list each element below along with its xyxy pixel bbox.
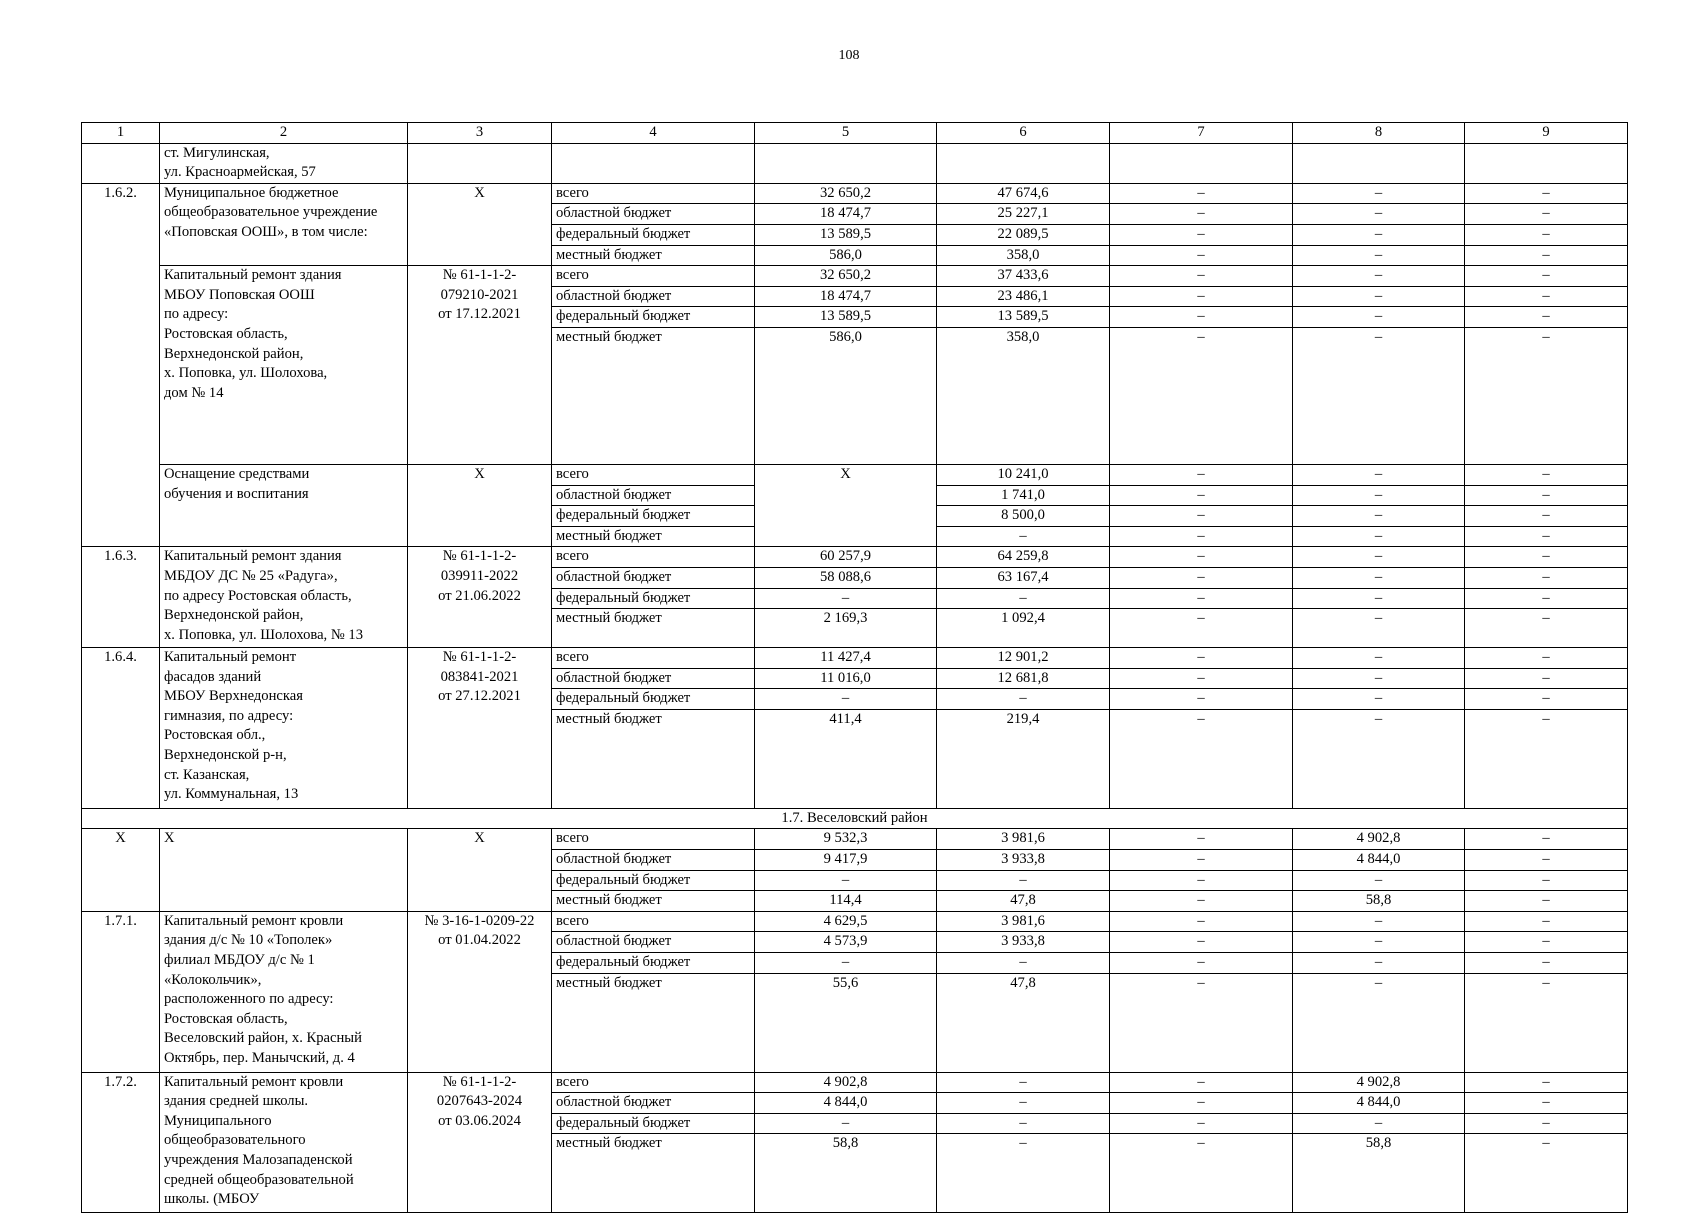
value-cell: – bbox=[1110, 526, 1293, 547]
value-cell: – bbox=[1110, 567, 1293, 588]
value-cell: – bbox=[1293, 588, 1465, 609]
value-cell: – bbox=[1293, 286, 1465, 307]
value-cell: – bbox=[937, 526, 1110, 547]
value-cell: – bbox=[1465, 224, 1628, 245]
object-name: Х bbox=[160, 829, 408, 911]
value-cell: 32 650,2 bbox=[755, 266, 937, 287]
value-cell: 64 259,8 bbox=[937, 547, 1110, 568]
value-cell: – bbox=[937, 1072, 1110, 1093]
fund-label: всего bbox=[552, 266, 755, 287]
value-cell: – bbox=[1465, 1113, 1628, 1134]
fund-label: всего bbox=[552, 547, 755, 568]
fund-label: федеральный бюджет bbox=[552, 870, 755, 891]
object-name: Муниципальное бюджетное общеобразовательное учреждение «Поповская ООШ», в том числе: bbox=[160, 183, 408, 265]
column-header: 5 bbox=[755, 123, 937, 144]
value-cell: 13 589,5 bbox=[755, 307, 937, 328]
table-row bbox=[82, 464, 1628, 485]
value-cell: – bbox=[1465, 506, 1628, 527]
value-cell: 23 486,1 bbox=[937, 286, 1110, 307]
value-cell: – bbox=[1465, 1072, 1628, 1093]
value-cell: 9 417,9 bbox=[755, 850, 937, 871]
value-cell: – bbox=[1465, 891, 1628, 912]
item-number: Х bbox=[82, 829, 160, 911]
value-cell: 37 433,6 bbox=[937, 266, 1110, 287]
table-row bbox=[82, 183, 1628, 204]
value-cell: – bbox=[1110, 547, 1293, 568]
value-cell: 58,8 bbox=[755, 1134, 937, 1213]
value-cell: – bbox=[1293, 506, 1465, 527]
fund-label: федеральный бюджет bbox=[552, 953, 755, 974]
value-cell: – bbox=[1465, 286, 1628, 307]
value-cell: – bbox=[1465, 870, 1628, 891]
value-cell: 18 474,7 bbox=[755, 204, 937, 225]
value-cell: – bbox=[1293, 973, 1465, 1072]
value-cell: – bbox=[755, 689, 937, 710]
value-cell: – bbox=[1110, 1093, 1293, 1114]
value-cell: 63 167,4 bbox=[937, 567, 1110, 588]
object-name: ст. Мигулинская, ул. Красноармейская, 57 bbox=[160, 143, 408, 183]
value-cell: – bbox=[1293, 204, 1465, 225]
value-cell: 3 933,8 bbox=[937, 850, 1110, 871]
fund-label: федеральный бюджет bbox=[552, 689, 755, 710]
value-cell: 3 981,6 bbox=[937, 829, 1110, 850]
value-cell: – bbox=[1465, 1134, 1628, 1213]
value-cell: – bbox=[1110, 932, 1293, 953]
table-cell bbox=[1293, 143, 1465, 183]
value-cell: 358,0 bbox=[937, 245, 1110, 266]
column-header: 1 bbox=[82, 123, 160, 144]
value-cell: 12 681,8 bbox=[937, 668, 1110, 689]
value-cell: – bbox=[1110, 183, 1293, 204]
fund-label: всего bbox=[552, 829, 755, 850]
table-row bbox=[82, 143, 1628, 183]
document-ref: № 61-1-1-2- 083841-2021 от 27.12.2021 bbox=[408, 648, 552, 809]
value-cell: 47,8 bbox=[937, 891, 1110, 912]
value-cell: – bbox=[1465, 183, 1628, 204]
value-cell: – bbox=[1110, 464, 1293, 485]
value-cell: – bbox=[937, 689, 1110, 710]
value-cell: – bbox=[1293, 526, 1465, 547]
value-cell: – bbox=[1293, 464, 1465, 485]
value-cell: 47,8 bbox=[937, 973, 1110, 1072]
value-cell: – bbox=[1110, 870, 1293, 891]
value-cell: – bbox=[1110, 245, 1293, 266]
fund-label: областной бюджет bbox=[552, 1093, 755, 1114]
fund-label: местный бюджет bbox=[552, 709, 755, 808]
table-row bbox=[82, 829, 1628, 850]
document-ref: Х bbox=[408, 829, 552, 911]
value-cell: – bbox=[1465, 526, 1628, 547]
value-cell: 219,4 bbox=[937, 709, 1110, 808]
value-cell: 3 981,6 bbox=[937, 911, 1110, 932]
value-cell: – bbox=[1465, 547, 1628, 568]
fund-label: местный бюджет bbox=[552, 973, 755, 1072]
value-cell: – bbox=[1465, 567, 1628, 588]
fund-label: местный бюджет bbox=[552, 526, 755, 547]
table-cell bbox=[552, 143, 755, 183]
fund-label: областной бюджет bbox=[552, 204, 755, 225]
value-cell: – bbox=[1293, 668, 1465, 689]
value-cell: – bbox=[1293, 567, 1465, 588]
value-cell: – bbox=[1110, 1134, 1293, 1213]
value-cell: – bbox=[755, 870, 937, 891]
object-name: Капитальный ремонт фасадов зданий МБОУ Верхнедонская гимназия, по адресу: Ростовская обл., Верхнедонской р-н, ст. Казанская, ул. Коммунальная, 13 bbox=[160, 648, 408, 809]
fund-label: областной бюджет bbox=[552, 668, 755, 689]
column-header: 2 bbox=[160, 123, 408, 144]
table-row bbox=[82, 648, 1628, 669]
table-row bbox=[82, 911, 1628, 932]
value-cell: 11 427,4 bbox=[755, 648, 937, 669]
value-cell: 13 589,5 bbox=[937, 307, 1110, 328]
table-row bbox=[82, 547, 1628, 568]
value-cell: – bbox=[1293, 709, 1465, 808]
value-cell: 114,4 bbox=[755, 891, 937, 912]
value-cell: – bbox=[1465, 709, 1628, 808]
value-cell: 586,0 bbox=[755, 327, 937, 464]
table-cell bbox=[937, 143, 1110, 183]
value-cell: 25 227,1 bbox=[937, 204, 1110, 225]
fund-label: федеральный бюджет bbox=[552, 224, 755, 245]
value-cell: – bbox=[1110, 588, 1293, 609]
table-cell bbox=[1465, 143, 1628, 183]
value-cell: – bbox=[1465, 307, 1628, 328]
section-title: 1.7. Веселовский район bbox=[82, 808, 1628, 829]
value-cell: 13 589,5 bbox=[755, 224, 937, 245]
value-cell: – bbox=[1293, 224, 1465, 245]
value-cell: – bbox=[1465, 245, 1628, 266]
value-cell: – bbox=[937, 870, 1110, 891]
value-cell: – bbox=[1293, 307, 1465, 328]
value-cell: – bbox=[1465, 829, 1628, 850]
value-cell: – bbox=[1110, 506, 1293, 527]
value-cell: 1 092,4 bbox=[937, 609, 1110, 648]
value-cell: 4 629,5 bbox=[755, 911, 937, 932]
document-ref: № 61-1-1-2- 0207643-2024 от 03.06.2024 bbox=[408, 1072, 552, 1213]
value-cell: – bbox=[1110, 709, 1293, 808]
value-cell: – bbox=[1293, 689, 1465, 710]
value-cell: – bbox=[1110, 327, 1293, 464]
value-cell: 58,8 bbox=[1293, 1134, 1465, 1213]
value-cell: 10 241,0 bbox=[937, 464, 1110, 485]
document-ref: № 3-16-1-0209-22 от 01.04.2022 bbox=[408, 911, 552, 1072]
document-ref: № 61-1-1-2- 039911-2022 от 21.06.2022 bbox=[408, 547, 552, 648]
value-cell: – bbox=[1293, 327, 1465, 464]
value-cell: – bbox=[1293, 547, 1465, 568]
item-number: 1.7.1. bbox=[82, 911, 160, 1072]
value-cell: 411,4 bbox=[755, 709, 937, 808]
fund-label: областной бюджет bbox=[552, 850, 755, 871]
table-header-row bbox=[82, 123, 1628, 144]
value-cell: – bbox=[1110, 648, 1293, 669]
section-row bbox=[82, 808, 1628, 829]
value-cell: – bbox=[1465, 911, 1628, 932]
value-cell: 8 500,0 bbox=[937, 506, 1110, 527]
fund-label: всего bbox=[552, 648, 755, 669]
value-cell: – bbox=[1465, 850, 1628, 871]
value-cell: – bbox=[1110, 973, 1293, 1072]
value-cell: 2 169,3 bbox=[755, 609, 937, 648]
value-cell: 4 573,9 bbox=[755, 932, 937, 953]
value-cell: – bbox=[1110, 266, 1293, 287]
value-cell: – bbox=[1110, 668, 1293, 689]
value-cell: – bbox=[1465, 266, 1628, 287]
value-cell: – bbox=[1110, 953, 1293, 974]
value-cell: 47 674,6 bbox=[937, 183, 1110, 204]
value-cell: Х bbox=[755, 464, 937, 546]
value-cell: – bbox=[755, 588, 937, 609]
value-cell: – bbox=[937, 953, 1110, 974]
value-cell: – bbox=[937, 588, 1110, 609]
fund-label: областной бюджет bbox=[552, 286, 755, 307]
column-header: 7 bbox=[1110, 123, 1293, 144]
fund-label: всего bbox=[552, 464, 755, 485]
page-number: 108 bbox=[838, 48, 860, 63]
value-cell: – bbox=[1465, 327, 1628, 464]
fund-label: местный бюджет bbox=[552, 327, 755, 464]
value-cell: – bbox=[1293, 485, 1465, 506]
item-number: 1.6.3. bbox=[82, 547, 160, 648]
value-cell: – bbox=[1465, 1093, 1628, 1114]
value-cell: – bbox=[1293, 870, 1465, 891]
value-cell: 1 741,0 bbox=[937, 485, 1110, 506]
value-cell: – bbox=[1465, 973, 1628, 1072]
value-cell: – bbox=[937, 1134, 1110, 1213]
fund-label: местный бюджет bbox=[552, 245, 755, 266]
value-cell: – bbox=[937, 1113, 1110, 1134]
value-cell: – bbox=[1465, 588, 1628, 609]
value-cell: 22 089,5 bbox=[937, 224, 1110, 245]
value-cell: 55,6 bbox=[755, 973, 937, 1072]
object-name: Капитальный ремонт кровли здания средней школы. Муниципального общеобразовательного учреждения Малозападенской средней общеобразовательной школы. (МБОУ bbox=[160, 1072, 408, 1213]
value-cell: – bbox=[1465, 689, 1628, 710]
value-cell: – bbox=[755, 953, 937, 974]
value-cell: 358,0 bbox=[937, 327, 1110, 464]
value-cell: – bbox=[1110, 911, 1293, 932]
value-cell: 60 257,9 bbox=[755, 547, 937, 568]
fund-label: всего bbox=[552, 183, 755, 204]
value-cell: 586,0 bbox=[755, 245, 937, 266]
item-number: 1.6.2. bbox=[82, 183, 160, 547]
value-cell: – bbox=[1110, 891, 1293, 912]
value-cell: 4 844,0 bbox=[755, 1093, 937, 1114]
value-cell: 4 844,0 bbox=[1293, 1093, 1465, 1114]
table-cell bbox=[1110, 143, 1293, 183]
fund-label: областной бюджет bbox=[552, 485, 755, 506]
fund-label: местный бюджет bbox=[552, 609, 755, 648]
document-ref: Х bbox=[408, 183, 552, 265]
value-cell: – bbox=[1293, 932, 1465, 953]
value-cell: – bbox=[1110, 485, 1293, 506]
value-cell: 32 650,2 bbox=[755, 183, 937, 204]
column-header: 4 bbox=[552, 123, 755, 144]
table-cell bbox=[408, 143, 552, 183]
value-cell: 18 474,7 bbox=[755, 286, 937, 307]
column-header: 8 bbox=[1293, 123, 1465, 144]
value-cell: 4 902,8 bbox=[1293, 1072, 1465, 1093]
table-row bbox=[82, 1072, 1628, 1093]
fund-label: всего bbox=[552, 911, 755, 932]
value-cell: – bbox=[1465, 485, 1628, 506]
value-cell: 4 844,0 bbox=[1293, 850, 1465, 871]
value-cell: – bbox=[1293, 953, 1465, 974]
value-cell: – bbox=[1110, 307, 1293, 328]
value-cell: – bbox=[1293, 911, 1465, 932]
column-header: 9 bbox=[1465, 123, 1628, 144]
value-cell: – bbox=[1465, 953, 1628, 974]
fund-label: областной бюджет bbox=[552, 932, 755, 953]
value-cell: 11 016,0 bbox=[755, 668, 937, 689]
value-cell: – bbox=[1465, 932, 1628, 953]
object-name: Капитальный ремонт здания МБОУ Поповская ООШ по адресу: Ростовская область, Верхнедонской район, х. Поповка, ул. Шолохова, дом № 14 bbox=[160, 266, 408, 465]
value-cell: – bbox=[1293, 245, 1465, 266]
fund-label: местный бюджет bbox=[552, 891, 755, 912]
value-cell: – bbox=[1110, 689, 1293, 710]
fund-label: федеральный бюджет bbox=[552, 307, 755, 328]
value-cell: – bbox=[937, 1093, 1110, 1114]
table-row bbox=[82, 266, 1628, 287]
fund-label: всего bbox=[552, 1072, 755, 1093]
document-ref: Х bbox=[408, 464, 552, 546]
value-cell: 12 901,2 bbox=[937, 648, 1110, 669]
object-name: Капитальный ремонт здания МБДОУ ДС № 25 «Радуга», по адресу Ростовская область, Верхнедонской район, х. Поповка, ул. Шолохова, № 13 bbox=[160, 547, 408, 648]
value-cell: – bbox=[1293, 648, 1465, 669]
value-cell: – bbox=[1465, 668, 1628, 689]
value-cell: – bbox=[1293, 609, 1465, 648]
value-cell: – bbox=[1110, 829, 1293, 850]
value-cell: – bbox=[1293, 266, 1465, 287]
value-cell: – bbox=[1110, 204, 1293, 225]
value-cell: – bbox=[1293, 183, 1465, 204]
value-cell: – bbox=[1110, 1113, 1293, 1134]
value-cell: – bbox=[1465, 204, 1628, 225]
value-cell: 3 933,8 bbox=[937, 932, 1110, 953]
document-ref: № 61-1-1-2- 079210-2021 от 17.12.2021 bbox=[408, 266, 552, 465]
value-cell: 4 902,8 bbox=[1293, 829, 1465, 850]
value-cell: – bbox=[1465, 464, 1628, 485]
column-header: 3 bbox=[408, 123, 552, 144]
fund-label: областной бюджет bbox=[552, 567, 755, 588]
fund-label: федеральный бюджет bbox=[552, 588, 755, 609]
value-cell: – bbox=[1465, 609, 1628, 648]
fund-label: федеральный бюджет bbox=[552, 506, 755, 527]
value-cell: 58 088,6 bbox=[755, 567, 937, 588]
value-cell: – bbox=[1110, 1072, 1293, 1093]
table-cell bbox=[82, 143, 160, 183]
value-cell: – bbox=[1110, 224, 1293, 245]
fund-label: федеральный бюджет bbox=[552, 1113, 755, 1134]
object-name: Капитальный ремонт кровли здания д/с № 10 «Тополек» филиал МБДОУ д/с № 1 «Колокольчик», расположенного по адресу: Ростовская область, Веселовский район, х. Красный Октябрь, пер. Манычский, д. 4 bbox=[160, 911, 408, 1072]
value-cell: – bbox=[1110, 609, 1293, 648]
item-number: 1.6.4. bbox=[82, 648, 160, 809]
value-cell: – bbox=[1293, 1113, 1465, 1134]
item-number: 1.7.2. bbox=[82, 1072, 160, 1213]
value-cell: 9 532,3 bbox=[755, 829, 937, 850]
fund-label: местный бюджет bbox=[552, 1134, 755, 1213]
value-cell: 58,8 bbox=[1293, 891, 1465, 912]
budget-table bbox=[81, 122, 1628, 1213]
column-header: 6 bbox=[937, 123, 1110, 144]
object-name: Оснащение средствами обучения и воспитания bbox=[160, 464, 408, 546]
value-cell: – bbox=[755, 1113, 937, 1134]
value-cell: 4 902,8 bbox=[755, 1072, 937, 1093]
table-cell bbox=[755, 143, 937, 183]
value-cell: – bbox=[1465, 648, 1628, 669]
value-cell: – bbox=[1110, 850, 1293, 871]
value-cell: – bbox=[1110, 286, 1293, 307]
